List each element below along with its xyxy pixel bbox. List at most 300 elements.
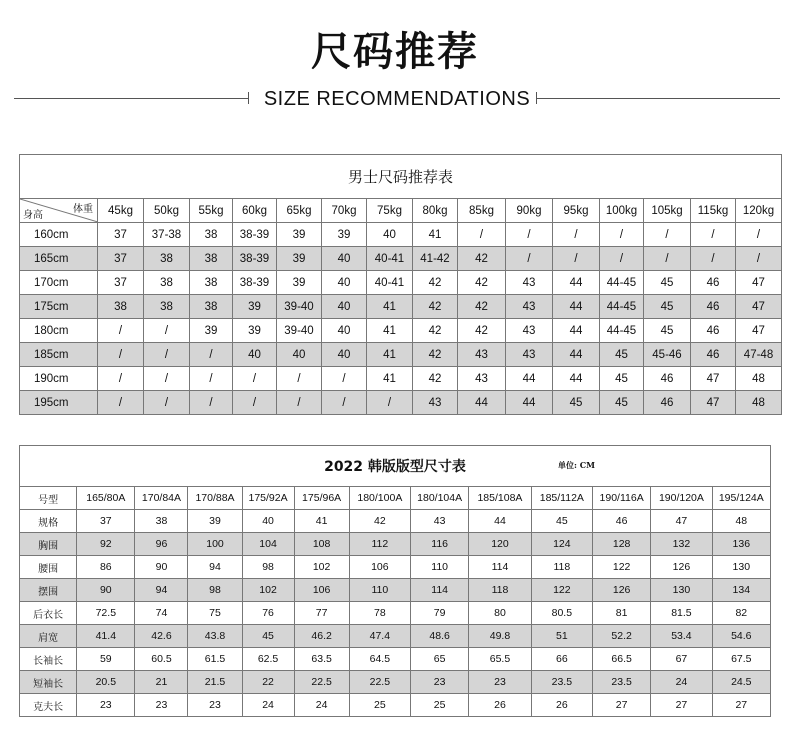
- measure-cell: 43.8: [188, 625, 242, 648]
- measure-cell: 74: [135, 602, 188, 625]
- size-cell: /: [506, 247, 553, 271]
- size-cell: /: [736, 247, 782, 271]
- measure-cell: 54.6: [712, 625, 770, 648]
- size-cell: 45: [600, 343, 644, 367]
- measure-cell: 130: [712, 556, 770, 579]
- size-cell: 45: [600, 391, 644, 415]
- measure-cell: 42: [349, 510, 410, 533]
- measure-cell: 81: [593, 602, 651, 625]
- measure-cell: 67: [651, 648, 712, 671]
- measure-cell: 77: [294, 602, 349, 625]
- measure-cell: 43: [411, 510, 469, 533]
- table-row: [20, 533, 771, 556]
- measure-cell: 106: [294, 579, 349, 602]
- size-cell: 38-39: [233, 247, 277, 271]
- size-cell: 45: [644, 271, 691, 295]
- measure-cell: 120: [469, 533, 531, 556]
- korean-size-table: [19, 445, 771, 717]
- size-cell: 40: [322, 271, 367, 295]
- size-cell: 40-41: [367, 247, 413, 271]
- column-header: 号型: [20, 487, 77, 510]
- size-cell: 46: [644, 391, 691, 415]
- measure-cell: 65.5: [469, 648, 531, 671]
- corner-cell: [20, 199, 98, 223]
- measure-cell: 40: [242, 510, 294, 533]
- size-cell: 37-38: [144, 223, 190, 247]
- size-cell: 43: [506, 295, 553, 319]
- size-cell: 39: [233, 295, 277, 319]
- measure-cell: 80: [469, 602, 531, 625]
- size-cell: 40: [322, 295, 367, 319]
- measure-cell: 98: [188, 579, 242, 602]
- size-cell: /: [644, 223, 691, 247]
- measure-cell: 80.5: [531, 602, 592, 625]
- size-cell: /: [322, 367, 367, 391]
- measure-cell: 24: [651, 671, 712, 694]
- weight-header: 85kg: [458, 199, 506, 223]
- measure-cell: 76: [242, 602, 294, 625]
- size-cell: 40: [322, 343, 367, 367]
- measure-cell: 23.5: [531, 671, 592, 694]
- measure-cell: 81.5: [651, 602, 712, 625]
- size-cell: /: [691, 247, 736, 271]
- size-cell: 39: [277, 247, 322, 271]
- size-cell: 46: [644, 367, 691, 391]
- measure-cell: 37: [77, 510, 135, 533]
- measure-cell: 44: [469, 510, 531, 533]
- weight-header: 115kg: [691, 199, 736, 223]
- measure-cell: 98: [242, 556, 294, 579]
- measure-cell: 27: [593, 694, 651, 717]
- measure-cell: 20.5: [77, 671, 135, 694]
- measure-label: 摆围: [20, 579, 77, 602]
- height-label: 160cm: [20, 223, 98, 247]
- weight-header: 45kg: [98, 199, 144, 223]
- size-cell: 42: [458, 295, 506, 319]
- weight-header: 50kg: [144, 199, 190, 223]
- measure-cell: 100: [188, 533, 242, 556]
- measure-cell: 67.5: [712, 648, 770, 671]
- size-cell: /: [233, 391, 277, 415]
- size-cell: 47: [691, 367, 736, 391]
- size-cell: /: [367, 391, 413, 415]
- size-cell: 43: [506, 319, 553, 343]
- mens-table-title: 男士尺码推荐表: [20, 155, 782, 199]
- size-cell: 45: [644, 319, 691, 343]
- measure-cell: 26: [469, 694, 531, 717]
- size-cell: /: [190, 343, 233, 367]
- divider-right: [536, 98, 780, 99]
- measure-cell: 24: [294, 694, 349, 717]
- size-cell: /: [190, 367, 233, 391]
- weight-header: 70kg: [322, 199, 367, 223]
- size-cell: 37: [98, 271, 144, 295]
- size-cell: 38: [190, 223, 233, 247]
- size-cell: 39: [233, 319, 277, 343]
- table-row: [20, 343, 782, 367]
- size-cell: /: [458, 223, 506, 247]
- measure-cell: 90: [77, 579, 135, 602]
- table-row: [20, 510, 771, 533]
- size-cell: 44: [506, 391, 553, 415]
- table-row: [20, 556, 771, 579]
- korean-table-title: 2022 韩版版型尺寸表: [324, 459, 466, 475]
- table-row: [20, 391, 782, 415]
- measure-cell: 102: [294, 556, 349, 579]
- size-cell: 44-45: [600, 271, 644, 295]
- measure-cell: 46.2: [294, 625, 349, 648]
- size-cell: 46: [691, 271, 736, 295]
- size-cell: 44: [553, 367, 600, 391]
- size-cell: 39-40: [277, 295, 322, 319]
- size-cell: 38: [144, 247, 190, 271]
- measure-cell: 49.8: [469, 625, 531, 648]
- size-cell: 47: [736, 295, 782, 319]
- table-row: [20, 671, 771, 694]
- measure-cell: 78: [349, 602, 410, 625]
- table-row: [20, 223, 782, 247]
- weight-header-row: [20, 199, 782, 223]
- measure-cell: 48: [712, 510, 770, 533]
- measure-label: 短袖长: [20, 671, 77, 694]
- size-cell: 40: [322, 247, 367, 271]
- size-cell: 43: [506, 271, 553, 295]
- weight-header: 65kg: [277, 199, 322, 223]
- weight-header: 90kg: [506, 199, 553, 223]
- weight-header: 100kg: [600, 199, 644, 223]
- size-cell: /: [736, 223, 782, 247]
- size-cell: 45: [553, 391, 600, 415]
- measure-label: 规格: [20, 510, 77, 533]
- table-row: [20, 694, 771, 717]
- size-cell: 37: [98, 247, 144, 271]
- measure-cell: 22: [242, 671, 294, 694]
- measure-cell: 27: [712, 694, 770, 717]
- subtitle-row: [14, 87, 780, 111]
- height-label: 185cm: [20, 343, 98, 367]
- measure-cell: 136: [712, 533, 770, 556]
- measure-cell: 108: [294, 533, 349, 556]
- measure-cell: 23: [77, 694, 135, 717]
- column-header: 165/80A: [77, 487, 135, 510]
- size-cell: 44: [553, 319, 600, 343]
- size-cell: 41: [413, 223, 458, 247]
- measure-cell: 110: [349, 579, 410, 602]
- table-row: [20, 295, 782, 319]
- weight-header: 95kg: [553, 199, 600, 223]
- measure-cell: 42.6: [135, 625, 188, 648]
- size-cell: 39: [322, 223, 367, 247]
- size-cell: 40: [277, 343, 322, 367]
- table-row: [20, 367, 782, 391]
- measure-cell: 106: [349, 556, 410, 579]
- size-cell: 48: [736, 367, 782, 391]
- size-cell: /: [98, 367, 144, 391]
- size-cell: /: [277, 367, 322, 391]
- size-cell: 47: [691, 391, 736, 415]
- size-cell: 41-42: [413, 247, 458, 271]
- measure-label: 腰围: [20, 556, 77, 579]
- size-cell: 40: [233, 343, 277, 367]
- weight-header: 105kg: [644, 199, 691, 223]
- measure-cell: 52.2: [593, 625, 651, 648]
- size-cell: 38: [190, 247, 233, 271]
- measure-cell: 61.5: [188, 648, 242, 671]
- size-cell: 40-41: [367, 271, 413, 295]
- size-cell: 42: [413, 271, 458, 295]
- column-header: 175/96A: [294, 487, 349, 510]
- size-cell: /: [506, 223, 553, 247]
- column-header: 195/124A: [712, 487, 770, 510]
- size-cell: /: [277, 391, 322, 415]
- measure-cell: 39: [188, 510, 242, 533]
- size-cell: 46: [691, 319, 736, 343]
- measure-cell: 114: [411, 579, 469, 602]
- table-row: [20, 579, 771, 602]
- height-label: 170cm: [20, 271, 98, 295]
- size-cell: 41: [367, 367, 413, 391]
- measure-label: 长袖长: [20, 648, 77, 671]
- column-header: 170/84A: [135, 487, 188, 510]
- size-cell: 44: [553, 271, 600, 295]
- height-label: 165cm: [20, 247, 98, 271]
- weight-header: 120kg: [736, 199, 782, 223]
- size-cell: 38: [144, 271, 190, 295]
- size-cell: /: [98, 391, 144, 415]
- measure-cell: 124: [531, 533, 592, 556]
- measure-cell: 59: [77, 648, 135, 671]
- size-cell: /: [190, 391, 233, 415]
- size-cell: 41: [367, 343, 413, 367]
- measure-cell: 122: [531, 579, 592, 602]
- weight-header: 75kg: [367, 199, 413, 223]
- size-cell: /: [600, 247, 644, 271]
- page-title: 尺码推荐: [311, 29, 479, 75]
- size-cell: /: [691, 223, 736, 247]
- measure-cell: 23: [188, 694, 242, 717]
- measure-cell: 53.4: [651, 625, 712, 648]
- measure-cell: 38: [135, 510, 188, 533]
- column-header-row: [20, 487, 771, 510]
- size-cell: 42: [458, 247, 506, 271]
- measure-cell: 23: [411, 671, 469, 694]
- measure-cell: 26: [531, 694, 592, 717]
- measure-label: 肩宽: [20, 625, 77, 648]
- measure-cell: 22.5: [294, 671, 349, 694]
- measure-cell: 65: [411, 648, 469, 671]
- measure-cell: 79: [411, 602, 469, 625]
- measure-cell: 47: [651, 510, 712, 533]
- measure-cell: 25: [411, 694, 469, 717]
- measure-cell: 72.5: [77, 602, 135, 625]
- measure-cell: 134: [712, 579, 770, 602]
- measure-cell: 41.4: [77, 625, 135, 648]
- measure-label: 后衣长: [20, 602, 77, 625]
- measure-cell: 116: [411, 533, 469, 556]
- size-cell: 38: [98, 295, 144, 319]
- unit-label: 单位: CM: [558, 460, 595, 470]
- height-label: 190cm: [20, 367, 98, 391]
- measure-cell: 66.5: [593, 648, 651, 671]
- measure-cell: 126: [651, 556, 712, 579]
- measure-cell: 41: [294, 510, 349, 533]
- table-row: [20, 247, 782, 271]
- size-cell: 44: [553, 295, 600, 319]
- size-cell: /: [322, 391, 367, 415]
- measure-cell: 64.5: [349, 648, 410, 671]
- size-cell: 38: [190, 295, 233, 319]
- measure-cell: 48.6: [411, 625, 469, 648]
- measure-cell: 130: [651, 579, 712, 602]
- size-cell: 47-48: [736, 343, 782, 367]
- size-cell: 39: [190, 319, 233, 343]
- size-cell: 39: [277, 223, 322, 247]
- measure-cell: 128: [593, 533, 651, 556]
- measure-cell: 60.5: [135, 648, 188, 671]
- size-cell: 39-40: [277, 319, 322, 343]
- measure-cell: 47.4: [349, 625, 410, 648]
- size-cell: 42: [458, 319, 506, 343]
- measure-label: 克夫长: [20, 694, 77, 717]
- size-cell: 45-46: [644, 343, 691, 367]
- size-cell: /: [144, 343, 190, 367]
- column-header: 190/116A: [593, 487, 651, 510]
- measure-cell: 75: [188, 602, 242, 625]
- column-header: 175/92A: [242, 487, 294, 510]
- measure-cell: 46: [593, 510, 651, 533]
- height-label: 180cm: [20, 319, 98, 343]
- size-cell: 46: [691, 295, 736, 319]
- size-cell: /: [144, 391, 190, 415]
- size-cell: 38: [190, 271, 233, 295]
- measure-cell: 112: [349, 533, 410, 556]
- measure-cell: 92: [77, 533, 135, 556]
- table-row: [20, 625, 771, 648]
- mens-size-table: [19, 154, 782, 415]
- size-cell: 40: [367, 223, 413, 247]
- size-cell: 45: [600, 367, 644, 391]
- size-cell: /: [553, 223, 600, 247]
- column-header: 185/108A: [469, 487, 531, 510]
- korean-table-caption: [20, 446, 771, 487]
- measure-label: 胸围: [20, 533, 77, 556]
- measure-cell: 24: [242, 694, 294, 717]
- measure-cell: 23.5: [593, 671, 651, 694]
- size-cell: /: [98, 343, 144, 367]
- measure-cell: 22.5: [349, 671, 410, 694]
- measure-cell: 21.5: [188, 671, 242, 694]
- size-cell: 46: [691, 343, 736, 367]
- column-header: 190/120A: [651, 487, 712, 510]
- measure-cell: 63.5: [294, 648, 349, 671]
- size-cell: 39: [277, 271, 322, 295]
- size-cell: 40: [322, 319, 367, 343]
- size-cell: 43: [458, 367, 506, 391]
- size-cell: /: [233, 367, 277, 391]
- size-cell: 45: [644, 295, 691, 319]
- measure-cell: 110: [411, 556, 469, 579]
- size-cell: /: [144, 367, 190, 391]
- measure-cell: 96: [135, 533, 188, 556]
- measure-cell: 118: [469, 579, 531, 602]
- size-cell: 42: [413, 295, 458, 319]
- size-cell: 38: [144, 295, 190, 319]
- measure-cell: 122: [593, 556, 651, 579]
- weight-header: 60kg: [233, 199, 277, 223]
- corner-weight-label: 体重: [73, 204, 93, 215]
- size-cell: /: [144, 319, 190, 343]
- size-cell: 41: [367, 319, 413, 343]
- weight-header: 80kg: [413, 199, 458, 223]
- size-cell: 42: [458, 271, 506, 295]
- page-subtitle: SIZE RECOMMENDATIONS: [263, 88, 531, 110]
- measure-cell: 24.5: [712, 671, 770, 694]
- size-cell: /: [600, 223, 644, 247]
- size-cell: /: [98, 319, 144, 343]
- measure-cell: 86: [77, 556, 135, 579]
- measure-cell: 21: [135, 671, 188, 694]
- size-cell: /: [553, 247, 600, 271]
- measure-cell: 51: [531, 625, 592, 648]
- size-cell: 43: [413, 391, 458, 415]
- column-header: 185/112A: [531, 487, 592, 510]
- measure-cell: 102: [242, 579, 294, 602]
- size-cell: 42: [413, 319, 458, 343]
- weight-header: 55kg: [190, 199, 233, 223]
- size-cell: /: [644, 247, 691, 271]
- measure-cell: 94: [188, 556, 242, 579]
- measure-cell: 94: [135, 579, 188, 602]
- corner-height-label: 身高: [23, 210, 43, 221]
- height-label: 195cm: [20, 391, 98, 415]
- column-header: 180/100A: [349, 487, 410, 510]
- measure-cell: 25: [349, 694, 410, 717]
- size-cell: 44: [553, 343, 600, 367]
- size-cell: 44-45: [600, 295, 644, 319]
- measure-cell: 62.5: [242, 648, 294, 671]
- size-cell: 44: [458, 391, 506, 415]
- measure-cell: 66: [531, 648, 592, 671]
- height-label: 175cm: [20, 295, 98, 319]
- size-cell: 42: [413, 367, 458, 391]
- size-cell: 38-39: [233, 223, 277, 247]
- measure-cell: 82: [712, 602, 770, 625]
- measure-cell: 23: [135, 694, 188, 717]
- size-cell: 43: [458, 343, 506, 367]
- column-header: 170/88A: [188, 487, 242, 510]
- measure-cell: 104: [242, 533, 294, 556]
- measure-cell: 126: [593, 579, 651, 602]
- size-cell: 47: [736, 271, 782, 295]
- measure-cell: 27: [651, 694, 712, 717]
- measure-cell: 90: [135, 556, 188, 579]
- measure-cell: 23: [469, 671, 531, 694]
- measure-cell: 114: [469, 556, 531, 579]
- table-row: [20, 271, 782, 295]
- measure-cell: 45: [242, 625, 294, 648]
- size-cell: 37: [98, 223, 144, 247]
- size-cell: 47: [736, 319, 782, 343]
- size-cell: 38-39: [233, 271, 277, 295]
- size-cell: 41: [367, 295, 413, 319]
- table-row: [20, 319, 782, 343]
- measure-cell: 118: [531, 556, 592, 579]
- measure-cell: 132: [651, 533, 712, 556]
- table-row: [20, 648, 771, 671]
- column-header: 180/104A: [411, 487, 469, 510]
- size-cell: 44-45: [600, 319, 644, 343]
- size-cell: 42: [413, 343, 458, 367]
